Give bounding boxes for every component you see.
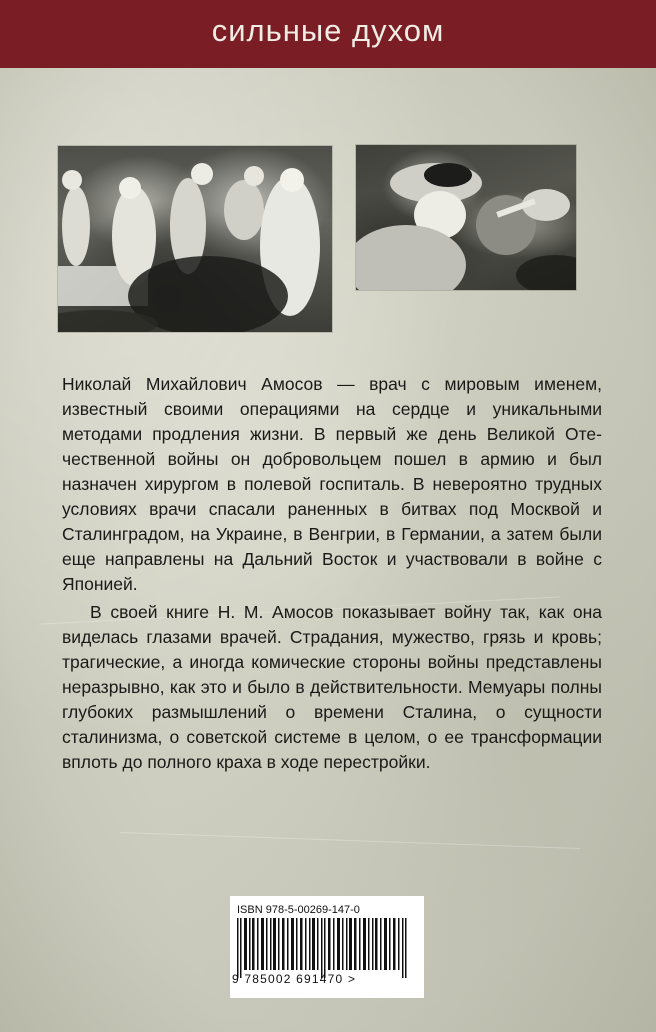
surgeon-photo: [356, 145, 576, 290]
isbn-barcode-block: [230, 896, 424, 998]
description-paragraph: В своей книге Н. М. Амосов показывает войну так, как она виделась глазами врачей. Страдания, мужество, грязь и кровь; трагические, а иногда комические стороны войны представлены неразрывно, как это и было в действительности. Мемуары полны глубоких размышлений о времени Сталина, о сущности сталинизма, о советской системе в целом, о ее трансформации вплоть до полного краха в ходе перестройки.: [62, 602, 602, 772]
barcode-bars: [237, 918, 409, 978]
series-header-band: [0, 0, 656, 68]
field-hospital-illustration: [58, 146, 332, 332]
isbn-label: ISBN 978-5-00269-147-0: [237, 904, 360, 916]
series-title: сильные духом: [211, 13, 445, 48]
paper-crease: [120, 832, 580, 849]
barcode-digits: 9 785002 691470 >: [232, 972, 357, 986]
description-paragraph: Николай Михайлович Амосов — врач с мировым именем, известный своими операциями на сердце и уникальными методами продления жизни. В первый же день Великой Отечественной войны он добровольцем пошел в армию и был назначен хирургом в полевой госпиталь. В невероятно трудных условиях врачи спасали раненных в битвах под Москвой и Сталинградом, на Украине, в Венгрии, в Германии, а затем были еще направлены на Дальний Восток и участвовали в войне с Японией.: [62, 374, 602, 594]
book-description: [62, 372, 602, 775]
field-hospital-photo: [58, 146, 332, 332]
surgeon-illustration: [356, 145, 576, 290]
